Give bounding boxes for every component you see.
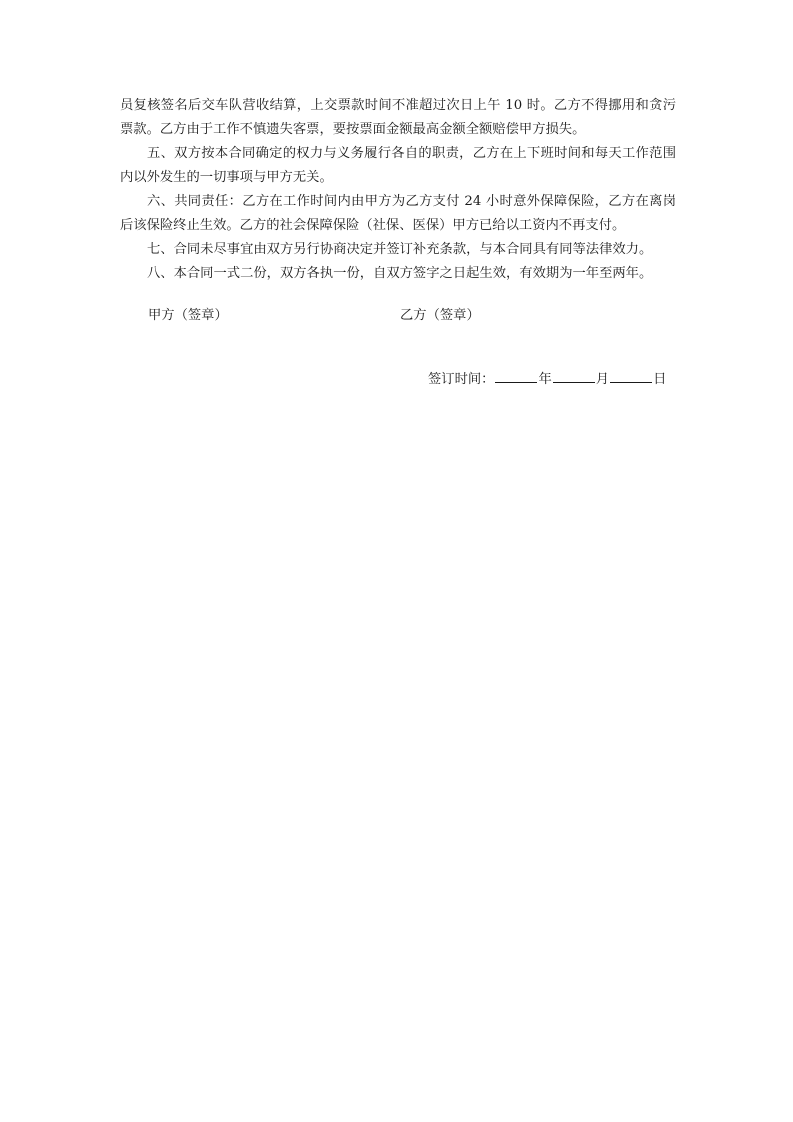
paragraph-clause-8: 八、本合同一式二份，双方各执一份，自双方签字之日起生效，有效期为一年至两年。 [147,266,653,281]
day-blank [610,366,652,383]
year-blank [495,366,537,383]
paragraph-clause-7: 七、合同未尽事宜由双方另行协商决定并签订补充条款，与本合同具有同等法律效力。 [147,242,653,257]
month-label: 月 [595,372,610,387]
year-label: 年 [538,372,552,387]
signing-date-line [428,366,666,392]
paragraph-clause-5: 五、双方按本合同确定的权力与义务履行各自的职责，乙方在上下班时间和每天工作范围内以外发生的一切事项与甲方无关。 [120,146,676,185]
day-label: 日 [653,372,667,387]
paragraph-settlement: 员复核签名后交车队营收结算，上交票款时间不准超过次日上午 10 时。乙方不得挪用和贪污票款。乙方由于工作不慎遗失客票，要按票面金额最高金额全额赔偿甲方损失。 [120,98,676,137]
month-blank [553,366,595,383]
signature-row [0,304,793,328]
party-b-signature-label: 乙方（签章） [400,308,480,323]
party-a-signature-label: 甲方（签章） [148,308,228,323]
signing-date-label: 签订时间： [428,372,495,387]
paragraph-clause-6: 六、共同责任：乙方在工作时间内由甲方为乙方支付 24 小时意外保障保险，乙方在离岗后该保险终止生效。乙方的社会保障保险（社保、医保）甲方已给以工资内不再支付。 [120,194,676,233]
contract-body [120,94,676,286]
